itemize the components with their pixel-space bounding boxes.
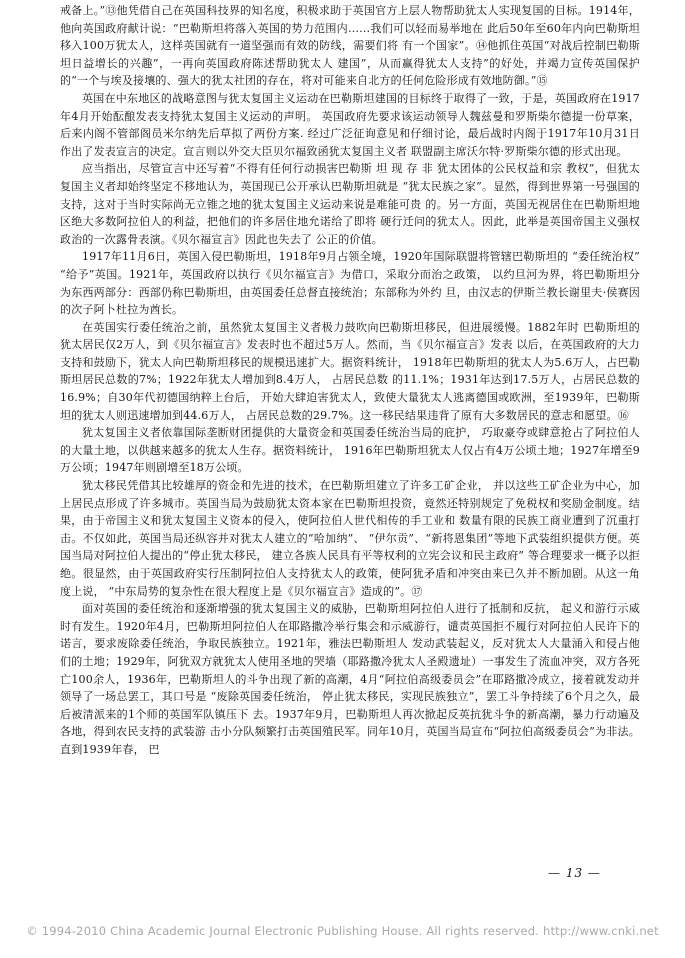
- paragraph: 戒备上。”⑬他凭借自己在英国科技界的知名度，积极求助于英国官方上层人物帮助犹太人实现复国的目标。1914年，他向英国政府献计说：“巴勒斯坦将落入英国的势力范围内……我们可以轻而易举地在 此后50年至60年内向巴勒斯坦移入100万犹太人，这样英国就有一道坚强而有效的防线，需要们将 有一个国家”。⑭他抓住英国“对战后控制巴勒斯坦日益增长的兴趣”，一再向英国政府陈述帮助犹太人 建国”，从而赢得犹太人支持”的好处，并竭力宣传英国保护的“一个与埃及接壤的、强大的犹太社团的存在，将对可能来自北方的任何危险形成有效地防御。”⑮: [60, 4, 640, 88]
- paragraph: 应当指出，尽管宣言中还写着“不得有任何行动损害巴勒斯 坦 现 存 非 犹太团体的公民权益和宗 教权”，但犹太复国主义者却始终坚定不移地认为，英国现已公开承认巴勒斯坦就是 “犹太民族之家”。显然，得到世界第一号强国的支持，这对于当时实际尚无立锥之地的犹太复国主义运动来说是难能可贵 的。另一方面，英国无视居住在巴勒斯坦地区绝大多数阿拉伯人的利益，把他们的许多居住地允诺给了即将 硬行迁问的犹太人。因此，此举是英国帝国主义强权政治的一次露骨表演。《贝尔福宣言》因此也失去了 公正的价值。: [60, 162, 640, 246]
- paragraph: 英国在中东地区的战略意图与犹太复国主义运动在巴勒斯坦建国的目标终于取得了一致，于是，英国政府在1917年4月开始酝酿发表支持犹太复国主义运动的声明。 英国政府先要求该运动领导人魏兹曼和罗斯柴尔德提一份草案，后来内阁不管部阁员米尔纳先后草拟了两份方案. 经过广泛征询意见和仔细讨论，最后战时内阁于1917年10月31日作出了发表宣言的决定。宣言则以外交大臣贝尔福致函犹太复国主义者 联盟副主席沃尔特·罗斯柴尔德的形式出现。: [60, 91, 640, 158]
- paragraph: 犹太移民凭借其比较雄厚的资金和先进的技术，在巴勒斯坦建立了许多工矿企业， 并以这些工矿企业为中心，加上居民点形成了许多城市。英国当局为鼓励犹太资本家在巴勒斯坦投资，竟然还特别规定了免税权和奖励金制度。结果，由于帝国主义和犹太复国主义资本的侵入，使阿拉伯人世代相传的手工业和 数量有限的民族工商业遭到了沉重打击。不仅如此，英国当局还纵容并对犹太人建立的“哈加纳”、 “伊尔贡”、“新将恩集团”等地下武装组织提供方便。英国当局对阿拉伯人提出的“停止犹太移民， 建立各族人民具有平等权利的立宪会议和民主政府” 等合理要求一概予以拒绝。很显然，由于英国政府实行压制阿拉伯人支持犹太人的政策，使阿犹矛盾和冲突由来已久并不断加剧。从这一角度上说， “中东局势的复杂性在很大程度上是《贝尔福宣言》造成的”。⑰: [60, 479, 640, 598]
- paragraph: 犹太复国主义者依靠国际垄断财团提供的大量资金和英国委任统治当局的庇护， 巧取豪夺或肆意抢占了阿拉伯人的大量土地，以供越来越多的犹太人生存。据资料统计， 1916年巴勒斯坦犹太人仅占有4万公顷土地；1927年增至9万公顷；1947年则剧增至18万公顷。: [60, 426, 640, 475]
- paragraph: 面对英国的委任统治和逐渐增强的犹太复国主义的威胁，巴勒斯坦阿拉伯人进行了抵制和反抗， 起义和游行示威时有发生。1920年4月，巴勒斯坦阿拉伯人在耶路撒冷举行集会和示威游行，谴责英国拒不履行对阿拉伯人民许下的诺言，要求废除委任统治，争取民族独立。1921年，雅法巴勒斯坦人 发动武装起义，反对犹太人大量涌入和侵占他们的土地；1929年，阿犹双方就犹太人使用圣地的哭墙（耶路撒冷犹太人圣殿遗址）一事发生了流血冲突，双方各死亡100余人，1936年，巴勒斯坦人的斗争出现了新的高潮，4月“阿拉伯高级委员会”在耶路撒冷成立，接着就发动并领导了一场总罢工，其口号是 “废除英国委任统治， 停止犹太移民，实现民族独立”，罢工斗争持续了6个月之久，最后被清派来的1个师的英国军队镇压下 去。1937年9月，巴勒斯坦人再次掀起反英抗犹斗争的新高潮，暴力行动遍及各地，得到农民支持的武装游 击小分队频繁打击英国殖民军。同年10月，英国当局宣布“阿拉伯高级委员会”为非法。直到1939年春， 巴: [60, 602, 640, 756]
- paragraph: 1917年11月6日，英国入侵巴勒斯坦，1918年9月占领全境，1920年国际联盟将管辖巴勒斯坦的 “委任统治权” “给予”英国。1921年，英国政府以执行《贝尔福宣言》为借口，采取分而治之政策， 以约旦河为界，将巴勒斯坦分为东西两部分：西部仍称巴勒斯坦，由英国委任总督直接统治；东部称为外约 旦，由汉志的伊斯兰教长谢里夫·侯赛因的次子阿卜杜拉为酋长。: [60, 250, 640, 317]
- copyright-footer: © 1994-2010 China Academic Journal Electronic Publishing House. All rights reserved. http://www.cnki.net: [26, 924, 659, 938]
- page-number: — 13 —: [548, 866, 601, 880]
- article-body: [60, 2, 640, 759]
- paragraph: 在英国实行委任统治之前，虽然犹太复国主义者极力鼓吹向巴勒斯坦移民，但进展缓慢。1882年时 巴勒斯坦的犹太居民仅2万人，到《贝尔福宣言》发表时也不超过5万人。然而，当《贝尔福宣言》发表 以后，在英国政府的大力支持和鼓励下，犹太人向巴勒斯坦移民的规模迅速扩大。据资料统计， 1918年巴勒斯坦的犹太人为5.6万人，占巴勒斯坦居民总数的7%；1922年犹太人增加到8.4万人， 占居民总数 的11.1%；1931年达到17.5万人，占居民总数的16.9%；自30年代初德国纳粹上台后， 开始大肆迫害犹太人，致使大量犹太人逃离德国或欧洲，至1939年，巴勒斯坦的犹太人则迅速增加到44.6万人， 占居民总数的29.7%。这一移民结果违背了原有大多数居民的意志和愿望。⑯: [60, 320, 640, 422]
